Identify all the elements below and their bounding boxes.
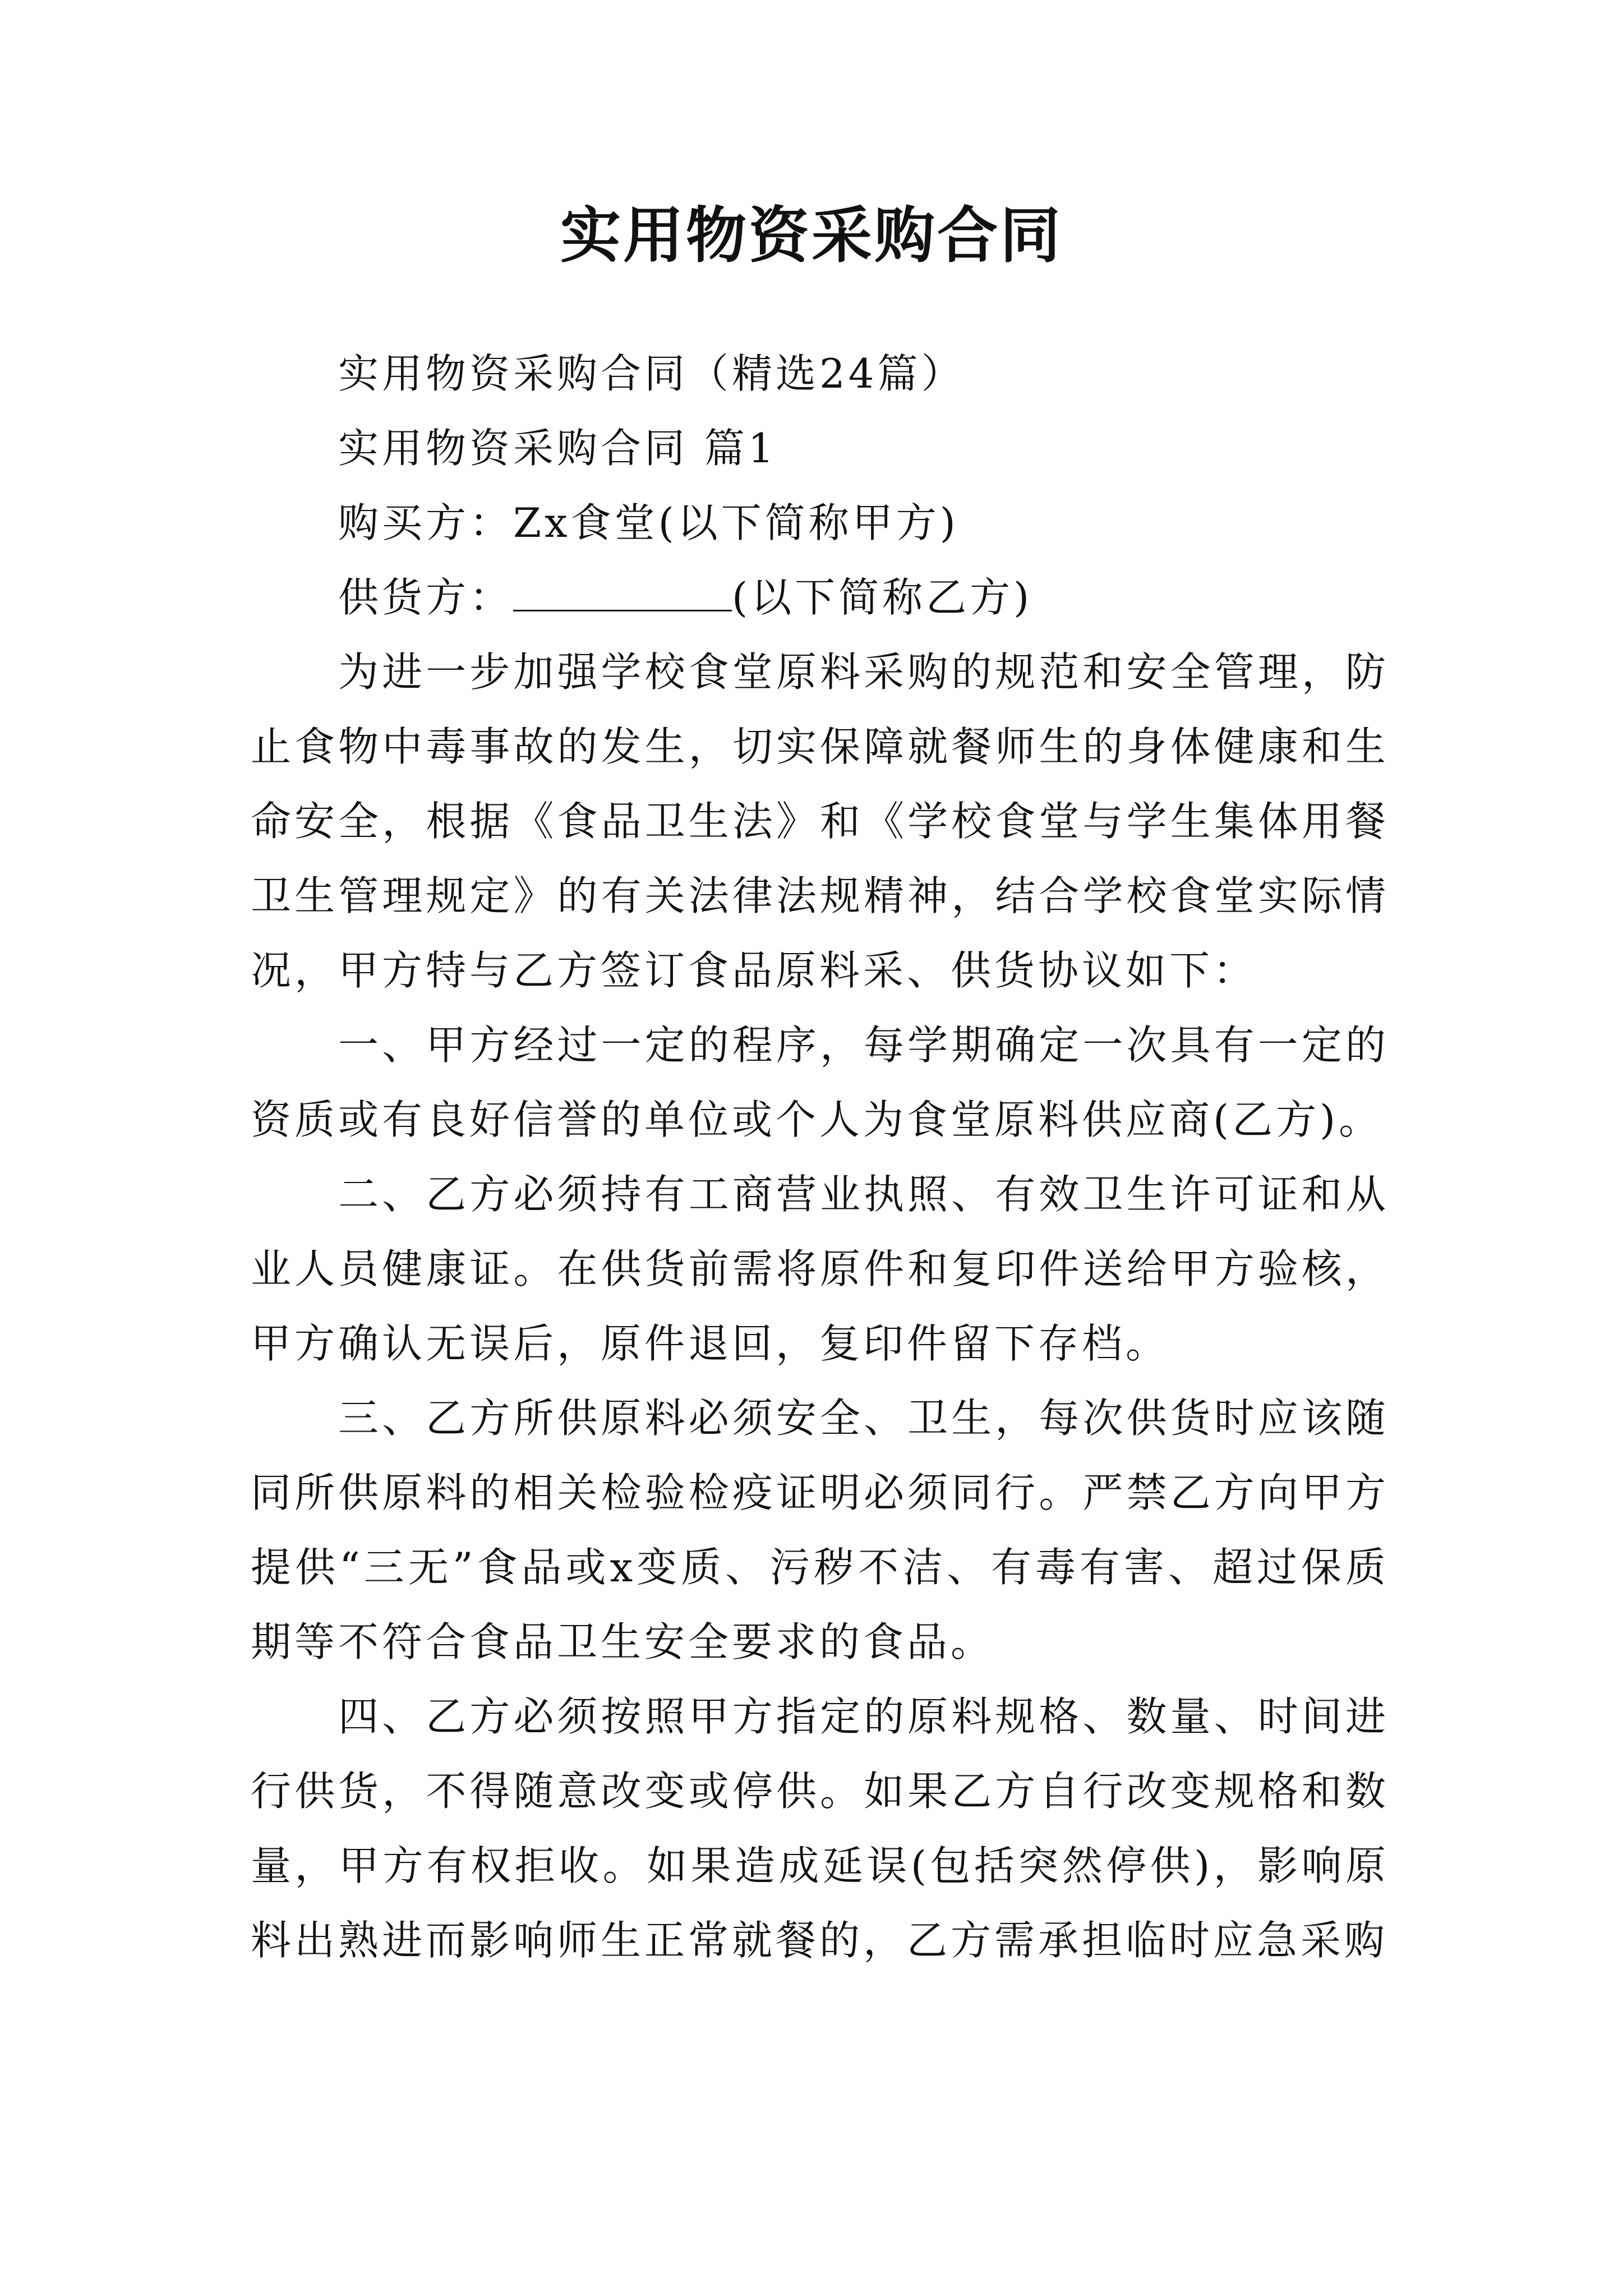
paragraph-intro: 为进一步加强学校食堂原料采购的规范和安全管理，防止食物中毒事故的发生，切实保障就餐师生的身体健康和生命安全，根据《食品卫生法》和《学校食堂与学生集体用餐卫生管理规定》的有关法律法规精神，结合学校食堂实际情况，甲方特与乙方签订食品原料采、供货协议如下： [251,648,1389,994]
subtitle-line: 实用物资采购合同（精选24篇） [338,350,965,397]
paragraph-clause-4: 四、乙方必须按照甲方指定的原料规格、数量、时间进行供货，不得随意改变或停供。如果乙方自行改变规格和数量，甲方有权拒收。如果造成延误(包括突然停供)，影响原料出熟进而影响师生正常就餐的，乙方需承担临时应急采购 [251,1693,1389,1964]
document-title: 实用物资采购合同 [560,200,1063,271]
paragraph-clause-3: 三、乙方所供原料必须安全、卫生，每次供货时应该随同所供原料的相关检验检疫证明必须同行。严禁乙方向甲方提供“三无”食品或x变质、污秽不洁、有毒有害、超过保质期等不符合食品卫生安全要求的食品。 [251,1395,1389,1665]
section-heading: 实用物资采购合同 篇1 [338,425,777,472]
supplier-blank [513,572,732,611]
buyer-line: 购买方：Zx食堂(以下简称甲方) [338,499,959,546]
supplier-label: 供货方： [338,574,514,621]
paragraph-clause-2: 二、乙方必须持有工商营业执照、有效卫生许可证和从业人员健康证。在供货前需将原件和复印件送给甲方验核，甲方确认无误后，原件退回，复印件留下存档。 [251,1171,1389,1367]
supplier-line [251,560,1389,635]
paragraph-clause-1: 一、甲方经过一定的程序，每学期确定一次具有一定的资质或有良好信誉的单位或个人为食堂原料供应商(乙方)。 [251,1022,1389,1143]
document-body [251,337,1389,1978]
supplier-suffix: (以下简称乙方) [732,574,1033,621]
